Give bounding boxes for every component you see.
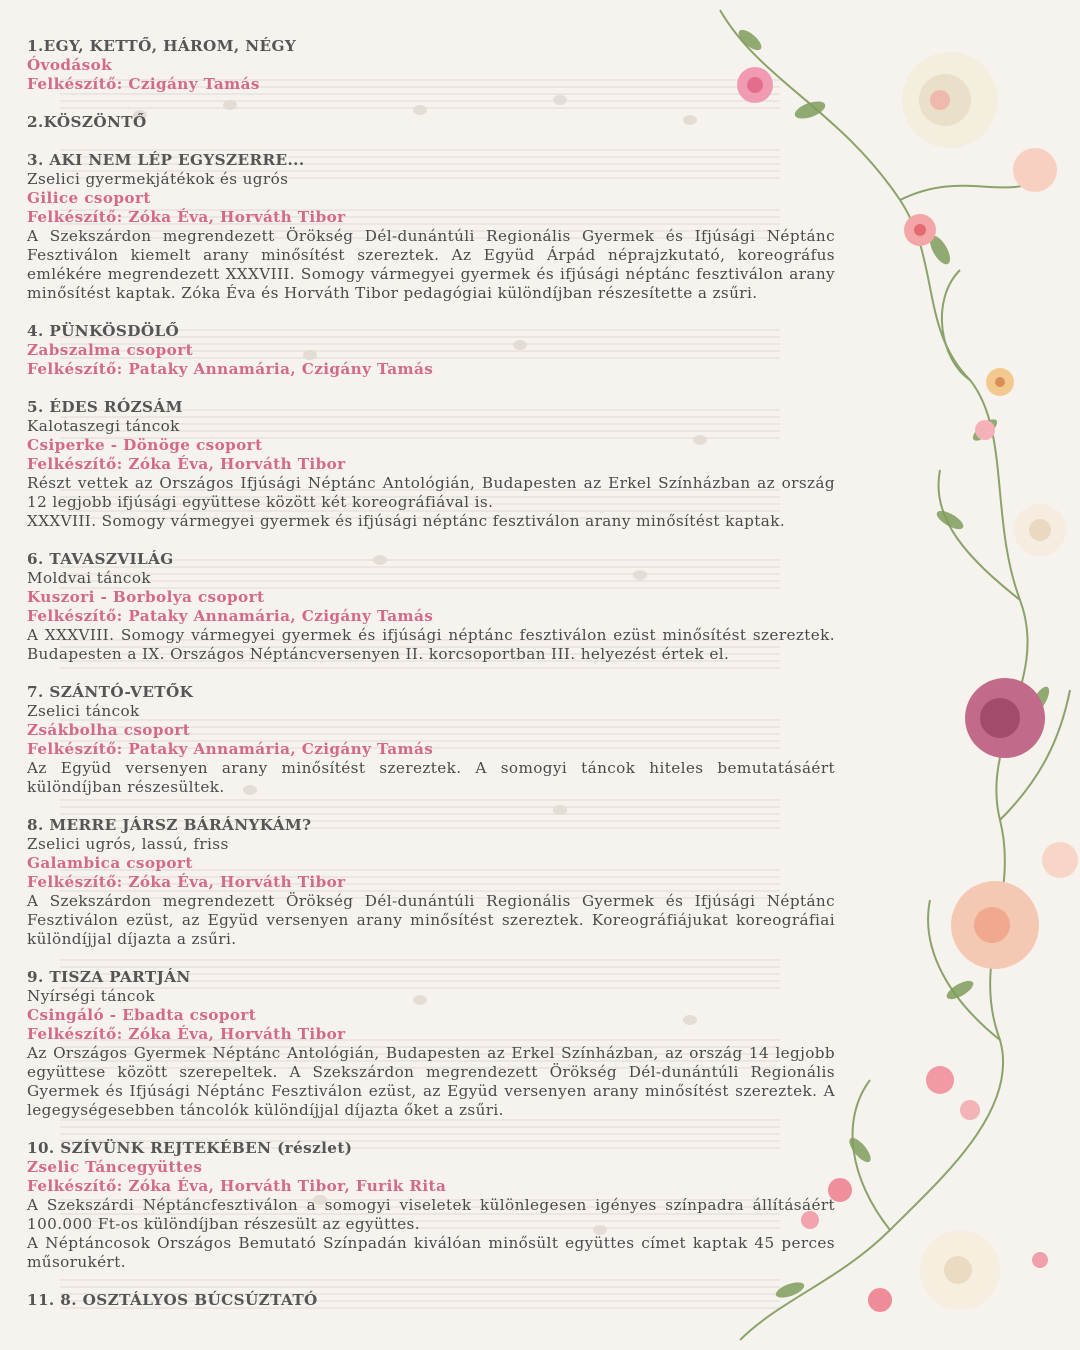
program-list [27, 37, 835, 1329]
program-item [27, 1139, 835, 1272]
item-title: 11. 8. OSZTÁLYOS BÚCSÚZTATÓ [27, 1291, 318, 1309]
program-item [27, 683, 835, 797]
program-item [27, 816, 835, 949]
program-item [27, 37, 835, 94]
item-group: Galambica csoport [27, 854, 193, 872]
item-teacher: Felkészítő: Zóka Éva, Horváth Tibor [27, 873, 346, 891]
item-title: 5. ÉDES RÓZSÁM [27, 398, 183, 416]
item-teacher: Felkészítő: Pataky Annamária, Czigány Tamás [27, 360, 434, 378]
item-description: A XXXVIII. Somogy vármegyei gyermek és ifjúsági néptánc fesztiválon ezüst minősítést szereztek. Budapesten a IX. Országos Néptáncversenyen II. korcsoportban III. helyezést értek el. [27, 626, 835, 663]
program-item [27, 113, 835, 132]
item-description: A Néptáncosok Országos Bemutató Színpadán kiválóan minősült együttes címet kaptak 45 perces műsorukért. [27, 1234, 835, 1271]
item-group: Csiperke - Dönöge csoport [27, 436, 263, 454]
item-group: Zselic Táncegyüttes [27, 1158, 203, 1176]
item-teacher: Felkészítő: Zóka Éva, Horváth Tibor, Furik Rita [27, 1177, 447, 1195]
item-teacher: Felkészítő: Czigány Tamás [27, 75, 260, 93]
program-item [27, 968, 835, 1120]
item-group: Gilice csoport [27, 189, 151, 207]
item-description: A Szekszárdi Néptáncfesztiválon a somogyi viseletek különlegesen igényes színpadra állításáért 100.000 Ft-os különdíjban részesült az együttes. [27, 1196, 835, 1233]
item-description: A Szekszárdon megrendezett Örökség Dél-dunántúli Regionális Gyermek és Ifjúsági Néptánc Fesztiválon kiemelt arany minősítést szereztek. Az Együd Árpád néprajzkutató, koreográfus emlékére megrendezett XXXVIII. Somogy vármegyei gyermek és ifjúsági néptánc fesztiválon arany minősítést kaptak. Zóka Éva és Horváth Tibor pedagógiai különdíjban részesítette a zsűri. [27, 227, 835, 302]
program-item [27, 322, 835, 379]
item-subtitle: Moldvai táncok [27, 569, 151, 587]
item-teacher: Felkészítő: Zóka Éva, Horváth Tibor [27, 208, 346, 226]
item-title: 2.KÖSZÖNTŐ [27, 113, 147, 131]
program-item [27, 398, 835, 531]
item-title: 8. MERRE JÁRSZ BÁRÁNYKÁM? [27, 816, 312, 834]
item-subtitle: Kalotaszegi táncok [27, 417, 180, 435]
item-subtitle: Zselici táncok [27, 702, 140, 720]
item-group: Óvodások [27, 56, 113, 74]
program-item [27, 1291, 835, 1310]
item-title: 1.EGY, KETTŐ, HÁROM, NÉGY [27, 37, 297, 55]
item-description: Az Együd versenyen arany minősítést szereztek. A somogyi táncok hiteles bemutatásáért különdíjban részesültek. [27, 759, 835, 796]
item-subtitle: Nyírségi táncok [27, 987, 155, 1005]
item-description: Az Országos Gyermek Néptánc Antológián, Budapesten az Erkel Színházban, az ország 14 legjobb együttese között szerepeltek. A Szekszárdon megrendezett Örökség Dél-dunántúli Regionális Gyermek és Ifjúsági Néptánc Fesztiválon ezüst, az Együd versenyen arany minősítést szereztek. A legegységesebben táncolók különdíjjal díjazta őket a zsűri. [27, 1044, 835, 1119]
item-title: 6. TAVASZVILÁG [27, 550, 174, 568]
item-group: Zabszalma csoport [27, 341, 194, 359]
item-title: 7. SZÁNTÓ-VETŐK [27, 683, 194, 701]
program-item [27, 550, 835, 664]
item-group: Zsákbolha csoport [27, 721, 191, 739]
item-teacher: Felkészítő: Pataky Annamária, Czigány Tamás [27, 740, 434, 758]
item-subtitle: Zselici ugrós, lassú, friss [27, 835, 229, 853]
item-title: 4. PÜNKÖSDÖLŐ [27, 322, 180, 340]
item-teacher: Felkészítő: Zóka Éva, Horváth Tibor [27, 455, 346, 473]
item-title: 3. AKI NEM LÉP EGYSZERRE... [27, 151, 305, 169]
item-subtitle: Zselici gyermekjátékok és ugrós [27, 170, 289, 188]
item-group: Csingáló - Ebadta csoport [27, 1006, 257, 1024]
item-description: XXXVIII. Somogy vármegyei gyermek és ifjúsági néptánc fesztiválon arany minősítést kaptak. [27, 512, 786, 530]
item-description: A Szekszárdon megrendezett Örökség Dél-dunántúli Regionális Gyermek és Ifjúsági Néptánc Fesztiválon ezüst, az Együd versenyen arany minősítést szereztek. Koreográfiájukat koreográfiai különdíjjal díjazta a zsűri. [27, 892, 835, 948]
item-group: Kuszori - Borbolya csoport [27, 588, 265, 606]
item-title: 9. TISZA PARTJÁN [27, 968, 191, 986]
program-item [27, 151, 835, 303]
item-title: 10. SZÍVÜNK REJTEKÉBEN (részlet) [27, 1139, 353, 1157]
item-teacher: Felkészítő: Pataky Annamária, Czigány Tamás [27, 607, 434, 625]
item-teacher: Felkészítő: Zóka Éva, Horváth Tibor [27, 1025, 346, 1043]
item-description: Részt vettek az Országos Ifjúsági Néptánc Antológián, Budapesten az Erkel Színházban az ország 12 legjobb ifjúsági együttese között két koreográfiával is. [27, 474, 835, 511]
